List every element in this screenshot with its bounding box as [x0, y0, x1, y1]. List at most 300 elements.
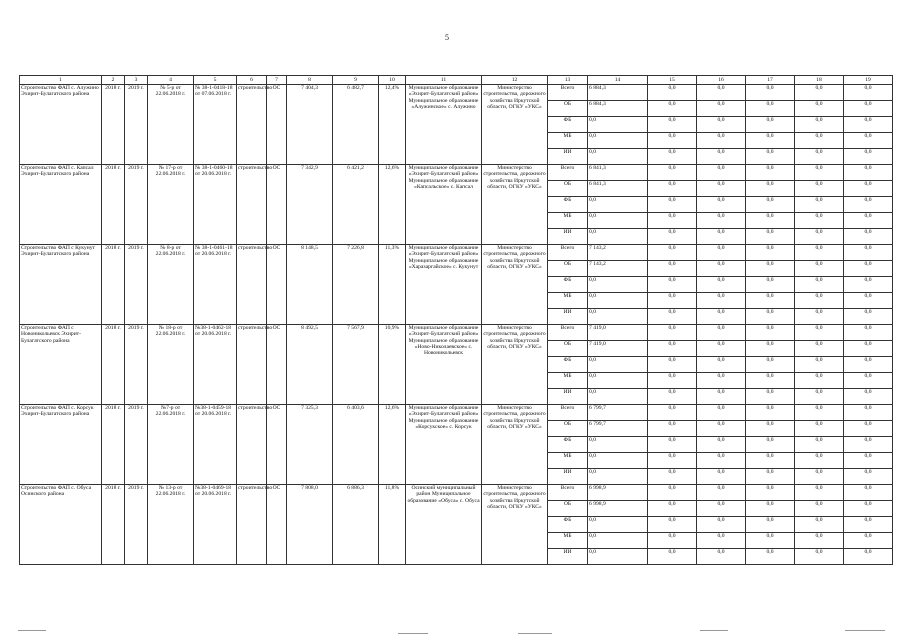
order-cell: № 18-р от 22.06.2018 г.	[148, 325, 194, 405]
value-cell: 0,0	[795, 485, 844, 501]
contract-cell: 6 886,3	[333, 485, 379, 565]
value-cell: 0,0	[697, 389, 746, 405]
funding-source-cell: ФБ	[548, 357, 588, 373]
municipality-cell: Осинский муниципальный район Муниципальное образование «Обуса» с. Обуса	[406, 485, 482, 565]
value-cell: 0,0	[795, 85, 844, 101]
value-cell: 0,0	[697, 421, 746, 437]
value-cell: 0,0	[588, 517, 648, 533]
value-cell: 7 143,2	[588, 245, 648, 261]
status-cell: ОС	[267, 245, 287, 325]
value-cell: 0,0	[648, 325, 697, 341]
status-cell: ОС	[267, 405, 287, 485]
value-cell: 0,0	[648, 533, 697, 549]
value-cell: 0,0	[697, 437, 746, 453]
value-cell: 0,0	[697, 469, 746, 485]
value-cell: 0,0	[844, 229, 893, 245]
table-row	[20, 165, 893, 181]
cost-cell: 7 404,3	[287, 85, 333, 165]
value-cell: 0,0	[844, 453, 893, 469]
permit-cell: №38-1-0459-18 от 20.06.2018 г.	[194, 405, 237, 485]
funding-source-cell: ФБ	[548, 517, 588, 533]
value-cell: 0,0	[746, 229, 795, 245]
funding-source-cell: МБ	[548, 453, 588, 469]
value-cell: 6 998,9	[588, 501, 648, 517]
percent-cell: 12,4%	[379, 85, 406, 165]
value-cell: 0,0	[746, 485, 795, 501]
funding-source-cell: ФБ	[548, 437, 588, 453]
value-cell: 0,0	[795, 533, 844, 549]
funding-source-cell: ОБ	[548, 501, 588, 517]
value-cell: 0,0	[746, 197, 795, 213]
value-cell: 0,0	[844, 213, 893, 229]
value-cell: 0,0	[648, 213, 697, 229]
value-cell: 0,0	[588, 533, 648, 549]
contract-cell: 6 403,6	[333, 405, 379, 485]
value-cell: 0,0	[648, 229, 697, 245]
value-cell: 0,0	[746, 357, 795, 373]
permit-cell: № 38-1-0460-18 от 20.06.2018 г.	[194, 165, 237, 245]
contract-cell: 6 482,7	[333, 85, 379, 165]
year-start-cell: 2018 г.	[102, 485, 125, 565]
value-cell: 0,0	[746, 517, 795, 533]
value-cell: 0,0	[697, 101, 746, 117]
value-cell: 0,0	[648, 405, 697, 421]
order-cell: № 13-р от 22.06.2018 г.	[148, 485, 194, 565]
value-cell: 0,0	[648, 197, 697, 213]
value-cell: 0,0	[746, 181, 795, 197]
value-cell: 0,0	[795, 245, 844, 261]
scan-artifact	[518, 633, 552, 634]
value-cell: 0,0	[588, 229, 648, 245]
value-cell: 0,0	[795, 549, 844, 565]
value-cell: 0,0	[844, 277, 893, 293]
column-number: 7	[267, 76, 287, 85]
value-cell: 7 419,0	[588, 341, 648, 357]
value-cell: 0,0	[844, 549, 893, 565]
value-cell: 0,0	[844, 485, 893, 501]
value-cell: 0,0	[795, 117, 844, 133]
value-cell: 0,0	[795, 181, 844, 197]
column-number: 6	[237, 76, 267, 85]
value-cell: 0,0	[746, 405, 795, 421]
value-cell: 0,0	[648, 517, 697, 533]
value-cell: 0,0	[648, 469, 697, 485]
value-cell: 0,0	[844, 293, 893, 309]
value-cell: 0,0	[648, 389, 697, 405]
funding-source-cell: Всего	[548, 485, 588, 501]
year-start-cell: 2018 г.	[102, 245, 125, 325]
year-end-cell: 2019 г.	[125, 405, 148, 485]
value-cell: 0,0	[697, 517, 746, 533]
customer-cell: Министерство строительства, дорожного хозяйства Иркутской области, ОГКУ «УКС»	[482, 405, 548, 485]
value-cell: 0,0	[697, 549, 746, 565]
value-cell: 6 841,3	[588, 165, 648, 181]
value-cell: 0,0	[844, 197, 893, 213]
customer-cell: Министерство строительства, дорожного хозяйства Иркутской области, ОГКУ «УКС»	[482, 165, 548, 245]
funding-source-cell: МБ	[548, 373, 588, 389]
column-number: 4	[148, 76, 194, 85]
value-cell: 0,0	[648, 245, 697, 261]
percent-cell: 11,3%	[379, 245, 406, 325]
table-row	[20, 245, 893, 261]
value-cell: 0,0	[697, 197, 746, 213]
value-cell: 0,0	[795, 149, 844, 165]
value-cell: 0,0	[648, 309, 697, 325]
value-cell: 0,0	[588, 389, 648, 405]
value-cell: 0,0	[588, 293, 648, 309]
value-cell: 0,0	[746, 533, 795, 549]
funding-source-cell: ИИ	[548, 229, 588, 245]
value-cell: 0,0	[844, 165, 893, 181]
work-type-cell: строительство	[237, 85, 267, 165]
value-cell: 0,0	[746, 389, 795, 405]
value-cell: 6 799,7	[588, 421, 648, 437]
value-cell: 0,0	[844, 261, 893, 277]
value-cell: 0,0	[746, 277, 795, 293]
value-cell: 0,0	[795, 101, 844, 117]
value-cell: 0,0	[795, 293, 844, 309]
value-cell: 0,0	[648, 277, 697, 293]
value-cell: 0,0	[746, 325, 795, 341]
value-cell: 0,0	[746, 373, 795, 389]
value-cell: 0,0	[697, 501, 746, 517]
value-cell: 0,0	[648, 437, 697, 453]
value-cell: 0,0	[844, 533, 893, 549]
funding-source-cell: ИИ	[548, 549, 588, 565]
value-cell: 0,0	[844, 357, 893, 373]
funding-source-cell: Всего	[548, 245, 588, 261]
column-number: 11	[406, 76, 482, 85]
value-cell: 0,0	[697, 149, 746, 165]
value-cell: 0,0	[795, 421, 844, 437]
column-number: 5	[194, 76, 237, 85]
value-cell: 0,0	[844, 437, 893, 453]
value-cell: 0,0	[697, 117, 746, 133]
column-number: 18	[795, 76, 844, 85]
status-cell: ОС	[267, 325, 287, 405]
scan-artifact	[845, 630, 885, 631]
value-cell: 0,0	[844, 421, 893, 437]
value-cell: 0,0	[697, 213, 746, 229]
table-row	[20, 485, 893, 501]
funding-source-cell: Всего	[548, 85, 588, 101]
permit-cell: № 38-1-0461-18 от 20.06.2018 г.	[194, 245, 237, 325]
contract-cell: 7 226,8	[333, 245, 379, 325]
value-cell: 6 998,9	[588, 485, 648, 501]
value-cell: 0,0	[795, 517, 844, 533]
value-cell: 0,0	[648, 453, 697, 469]
funding-source-cell: ИИ	[548, 469, 588, 485]
column-number: 17	[746, 76, 795, 85]
status-cell: ОС	[267, 85, 287, 165]
funding-source-cell: ИИ	[548, 149, 588, 165]
value-cell: 0,0	[697, 133, 746, 149]
value-cell: 0,0	[844, 501, 893, 517]
value-cell: 0,0	[697, 261, 746, 277]
value-cell: 0,0	[795, 469, 844, 485]
value-cell: 0,0	[795, 325, 844, 341]
value-cell: 7 143,2	[588, 261, 648, 277]
value-cell: 0,0	[697, 165, 746, 181]
value-cell: 0,0	[746, 85, 795, 101]
value-cell: 0,0	[697, 229, 746, 245]
status-cell: ОС	[267, 485, 287, 565]
funding-source-cell: ОБ	[548, 101, 588, 117]
object-name-cell: Строительство ФАП с. Алужино Эхирит-Булагатского района	[20, 85, 102, 165]
value-cell: 0,0	[648, 261, 697, 277]
value-cell: 0,0	[697, 277, 746, 293]
order-cell: № 17-р от 22.06.2018 г.	[148, 165, 194, 245]
value-cell: 0,0	[648, 165, 697, 181]
column-number: 9	[333, 76, 379, 85]
work-type-cell: строительство	[237, 245, 267, 325]
work-type-cell: строительство	[237, 405, 267, 485]
value-cell: 0,0	[844, 85, 893, 101]
value-cell: 0,0	[697, 245, 746, 261]
column-number: 12	[482, 76, 548, 85]
value-cell: 0,0	[746, 437, 795, 453]
column-number: 16	[697, 76, 746, 85]
table-row	[20, 85, 893, 101]
object-name-cell: Строительство ФАП с. Корсук Эхирит-Булагатского района	[20, 405, 102, 485]
value-cell: 0,0	[648, 549, 697, 565]
value-cell: 0,0	[746, 453, 795, 469]
year-start-cell: 2018 г.	[102, 405, 125, 485]
value-cell: 0,0	[795, 357, 844, 373]
value-cell: 0,0	[588, 197, 648, 213]
page-number: 5	[445, 33, 449, 42]
column-number: 10	[379, 76, 406, 85]
value-cell: 0,0	[697, 405, 746, 421]
order-cell: № 5-р от 22.06.2018 г.	[148, 85, 194, 165]
funding-source-cell: МБ	[548, 533, 588, 549]
value-cell: 0,0	[795, 501, 844, 517]
cost-cell: 7 325,3	[287, 405, 333, 485]
funding-source-cell: ОБ	[548, 341, 588, 357]
value-cell: 0,0	[648, 293, 697, 309]
value-cell: 0,0	[648, 101, 697, 117]
funding-source-cell: ОБ	[548, 261, 588, 277]
value-cell: 0,0	[697, 85, 746, 101]
object-name-cell: Строительство ФАП с. Обуса Осинского района	[20, 485, 102, 565]
value-cell: 0,0	[746, 133, 795, 149]
value-cell: 0,0	[844, 373, 893, 389]
value-cell: 0,0	[648, 373, 697, 389]
column-number: 2	[102, 76, 125, 85]
value-cell: 0,0	[746, 261, 795, 277]
value-cell: 0,0	[648, 181, 697, 197]
value-cell: 0,0	[795, 341, 844, 357]
value-cell: 0,0	[588, 373, 648, 389]
customer-cell: Министерство строительства, дорожного хозяйства Иркутской области, ОГКУ «УКС»	[482, 485, 548, 565]
object-name-cell: Строительство ФАП с Кукунут Эхирит-Булагатского района	[20, 245, 102, 325]
column-number: 1	[20, 76, 102, 85]
value-cell: 0,0	[588, 277, 648, 293]
object-name-cell: Строительство ФАП с. Капсал Эхирит-Булагатского района	[20, 165, 102, 245]
value-cell: 0,0	[588, 117, 648, 133]
value-cell: 0,0	[697, 309, 746, 325]
value-cell: 0,0	[588, 469, 648, 485]
value-cell: 0,0	[697, 485, 746, 501]
value-cell: 0,0	[844, 517, 893, 533]
value-cell: 0,0	[648, 501, 697, 517]
value-cell: 6 841,3	[588, 181, 648, 197]
scan-artifact	[18, 630, 46, 631]
value-cell: 0,0	[648, 341, 697, 357]
table-row	[20, 405, 893, 421]
funding-source-cell: МБ	[548, 133, 588, 149]
value-cell: 0,0	[795, 453, 844, 469]
value-cell: 0,0	[746, 149, 795, 165]
funding-source-cell: Всего	[548, 405, 588, 421]
value-cell: 0,0	[795, 261, 844, 277]
funding-source-cell: ОБ	[548, 421, 588, 437]
scan-artifact	[398, 633, 428, 634]
value-cell: 0,0	[697, 181, 746, 197]
contract-cell: 7 567,9	[333, 325, 379, 405]
municipality-cell: Муниципальное образование «Эхирит-Булагатский район» Муниципальное образование «Ново-Николаевское» с. Новоникольевск	[406, 325, 482, 405]
funding-source-cell: МБ	[548, 213, 588, 229]
value-cell: 0,0	[746, 293, 795, 309]
value-cell: 0,0	[648, 149, 697, 165]
cost-cell: 8 492,5	[287, 325, 333, 405]
permit-cell: №38-1-0462-18 от 20.06.2018 г.	[194, 325, 237, 405]
value-cell: 0,0	[697, 533, 746, 549]
column-number: 15	[648, 76, 697, 85]
contract-cell: 6 421,2	[333, 165, 379, 245]
column-number-row	[20, 76, 893, 85]
year-end-cell: 2019 г.	[125, 245, 148, 325]
value-cell: 0,0	[697, 325, 746, 341]
value-cell: 0,0	[795, 373, 844, 389]
percent-cell: 12,6%	[379, 165, 406, 245]
value-cell: 0,0	[844, 469, 893, 485]
funding-source-cell: ОБ	[548, 181, 588, 197]
funding-source-cell: ИИ	[548, 389, 588, 405]
year-start-cell: 2018 г.	[102, 325, 125, 405]
value-cell: 0,0	[746, 469, 795, 485]
value-cell: 0,0	[697, 453, 746, 469]
value-cell: 0,0	[648, 117, 697, 133]
value-cell: 0,0	[795, 389, 844, 405]
work-type-cell: строительство	[237, 165, 267, 245]
value-cell: 0,0	[746, 117, 795, 133]
municipality-cell: Муниципальное образование «Эхирит-Булагатский район» Муниципальное образование «Харазаргайское» с. Кукунут	[406, 245, 482, 325]
work-type-cell: строительство	[237, 485, 267, 565]
order-cell: № 8-р от 22.06.2018 г.	[148, 245, 194, 325]
cost-cell: 7 342,9	[287, 165, 333, 245]
cost-cell: 8 148,5	[287, 245, 333, 325]
value-cell: 0,0	[844, 101, 893, 117]
table-row	[20, 325, 893, 341]
value-cell: 0,0	[648, 421, 697, 437]
year-end-cell: 2019 г.	[125, 325, 148, 405]
funding-source-cell: ИИ	[548, 309, 588, 325]
value-cell: 0,0	[795, 229, 844, 245]
value-cell: 0,0	[795, 309, 844, 325]
year-start-cell: 2018 г.	[102, 165, 125, 245]
column-number: 19	[844, 76, 893, 85]
value-cell: 0,0	[648, 485, 697, 501]
value-cell: 0,0	[795, 277, 844, 293]
value-cell: 0,0	[795, 197, 844, 213]
value-cell: 0,0	[588, 549, 648, 565]
value-cell: 0,0	[844, 133, 893, 149]
value-cell: 0,0	[746, 341, 795, 357]
value-cell: 0,0	[844, 309, 893, 325]
permit-cell: №38-1-0469-18 от 20.06.2018 г.	[194, 485, 237, 565]
value-cell: 6 884,3	[588, 101, 648, 117]
value-cell: 0,0	[746, 245, 795, 261]
value-cell: 0,0	[844, 181, 893, 197]
funding-source-cell: ФБ	[548, 197, 588, 213]
value-cell: 0,0	[697, 357, 746, 373]
value-cell: 0,0	[697, 293, 746, 309]
value-cell: 0,0	[844, 341, 893, 357]
customer-cell: Министерство строительства, дорожного хозяйства Иркутской области, ОГКУ «УКС»	[482, 85, 548, 165]
value-cell: 6 884,3	[588, 85, 648, 101]
year-end-cell: 2019 г.	[125, 485, 148, 565]
value-cell: 0,0	[746, 501, 795, 517]
value-cell: 6 799,7	[588, 405, 648, 421]
value-cell: 0,0	[795, 213, 844, 229]
value-cell: 0,0	[844, 117, 893, 133]
value-cell: 0,0	[795, 133, 844, 149]
status-cell: ОС	[267, 165, 287, 245]
permit-cell: № 38-1-0418-18 от 07.06.2018 г.	[194, 85, 237, 165]
value-cell: 0,0	[588, 149, 648, 165]
value-cell: 0,0	[697, 341, 746, 357]
value-cell: 0,0	[746, 309, 795, 325]
value-cell: 0,0	[588, 309, 648, 325]
value-cell: 0,0	[844, 245, 893, 261]
value-cell: 0,0	[746, 549, 795, 565]
value-cell: 0,0	[648, 133, 697, 149]
scan-artifact	[700, 630, 728, 631]
value-cell: 0,0	[588, 213, 648, 229]
year-end-cell: 2019 г.	[125, 85, 148, 165]
cost-cell: 7 808,0	[287, 485, 333, 565]
value-cell: 0,0	[746, 165, 795, 181]
percent-cell: 10,9%	[379, 325, 406, 405]
customer-cell: Министерство строительства, дорожного хозяйства Иркутской области, ОГКУ «УКС»	[482, 325, 548, 405]
value-cell: 0,0	[588, 357, 648, 373]
value-cell: 0,0	[746, 101, 795, 117]
projects-table	[19, 75, 893, 565]
value-cell: 0,0	[844, 389, 893, 405]
work-type-cell: строительство	[237, 325, 267, 405]
value-cell: 0,0	[746, 421, 795, 437]
column-number: 8	[287, 76, 333, 85]
column-number: 13	[548, 76, 588, 85]
value-cell: 0,0	[795, 437, 844, 453]
funding-source-cell: Всего	[548, 165, 588, 181]
municipality-cell: Муниципальное образование «Эхирит-Булагатский район» Муниципальное образование «Капсальское» с. Капсал	[406, 165, 482, 245]
column-number: 3	[125, 76, 148, 85]
year-start-cell: 2018 г.	[102, 85, 125, 165]
funding-source-cell: ФБ	[548, 277, 588, 293]
value-cell: 7 419,0	[588, 325, 648, 341]
value-cell: 0,0	[588, 437, 648, 453]
value-cell: 0,0	[648, 357, 697, 373]
value-cell: 0,0	[588, 453, 648, 469]
percent-cell: 11,8%	[379, 485, 406, 565]
object-name-cell: Строительство ФАП с Новоникольевск Эхирит-Булагатского района	[20, 325, 102, 405]
value-cell: 0,0	[844, 405, 893, 421]
order-cell: №7-р от 22.06.2018 г.	[148, 405, 194, 485]
percent-cell: 12,6%	[379, 405, 406, 485]
value-cell: 0,0	[697, 373, 746, 389]
